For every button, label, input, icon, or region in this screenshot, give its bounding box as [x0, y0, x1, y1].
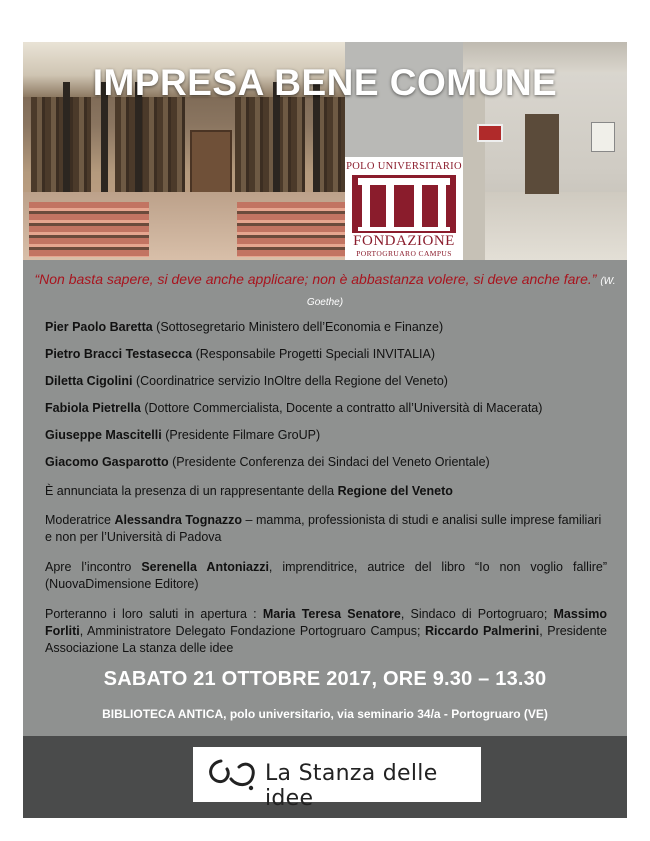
speaker-item: Pietro Bracci Testasecca (Responsabile Progetti Speciali INVITALIA) — [45, 347, 436, 361]
opening-speaker: Apre l’incontro Serenella Antoniazzi, imprenditrice, autrice del libro “Io non voglio fallire” (NuovaDimensione Editore) — [45, 560, 607, 591]
logo-name: FONDAZIONE — [353, 233, 455, 249]
quote-author: (W. Goethe) — [306, 276, 616, 308]
greetings-paragraph: Porteranno i loro saluti in apertura : Maria Teresa Senatore, Sindaco di Portogruaro; Massimo Forliti, Amministratore Delegato Fondazione Portogruaro Campus; Riccardo Palmerini, Presidente Associazione La stanza delle idee — [45, 607, 607, 655]
event-poster — [23, 42, 627, 818]
footer-brand-text: La Stanza delle idee — [265, 761, 438, 811]
event-title: IMPRESA BENE COMUNE — [92, 62, 558, 103]
moderator-info: Moderatrice Alessandra Tognazzo – mamma, professionista di studi e analisi sulle imprese familiari e non per l’Università di Padova — [45, 513, 602, 544]
header-banner — [23, 42, 627, 260]
speaker-item: Giuseppe Mascitelli (Presidente Filmare GroUP) — [45, 428, 321, 442]
speaker-list — [45, 319, 605, 481]
stanza-idee-logo — [193, 747, 481, 811]
logo-top-text: POLO UNIVERSITARIO — [346, 161, 462, 172]
speaker-item: Diletta Cigolini (Coordinatrice servizio InOltre della Regione del Veneto) — [45, 374, 448, 388]
footer-bar — [23, 736, 627, 818]
fondazione-logo — [345, 157, 463, 260]
stanza-swirl-icon — [205, 757, 259, 791]
logo-subtitle: PORTOGRUARO CAMPUS — [356, 249, 452, 258]
speaker-item: Pier Paolo Baretta (Sottosegretario Ministero dell’Economia e Finanze) — [45, 320, 444, 334]
speaker-item: Giacomo Gasparotto (Presidente Conferenza dei Sindaci del Veneto Orientale) — [45, 455, 490, 469]
event-location: BIBLIOTECA ANTICA, polo universitario, via seminario 34/a - Portogruaro (VE) — [102, 707, 548, 721]
temple-icon — [352, 175, 456, 233]
quote-text: “Non basta sapere, si deve anche applicare; non è abbastanza volere, si deve anche fare.” — [34, 271, 597, 287]
event-date: SABATO 21 OTTOBRE 2017, ORE 9.30 – 13.30 — [103, 668, 547, 690]
goethe-quote — [23, 270, 627, 312]
region-announcement: È annunciata la presenza di un rappresentante della Regione del Veneto — [45, 484, 453, 498]
speaker-item: Fabiola Pietrella (Dottore Commercialista, Docente a contratto all’Università di Macerata) — [45, 401, 543, 415]
